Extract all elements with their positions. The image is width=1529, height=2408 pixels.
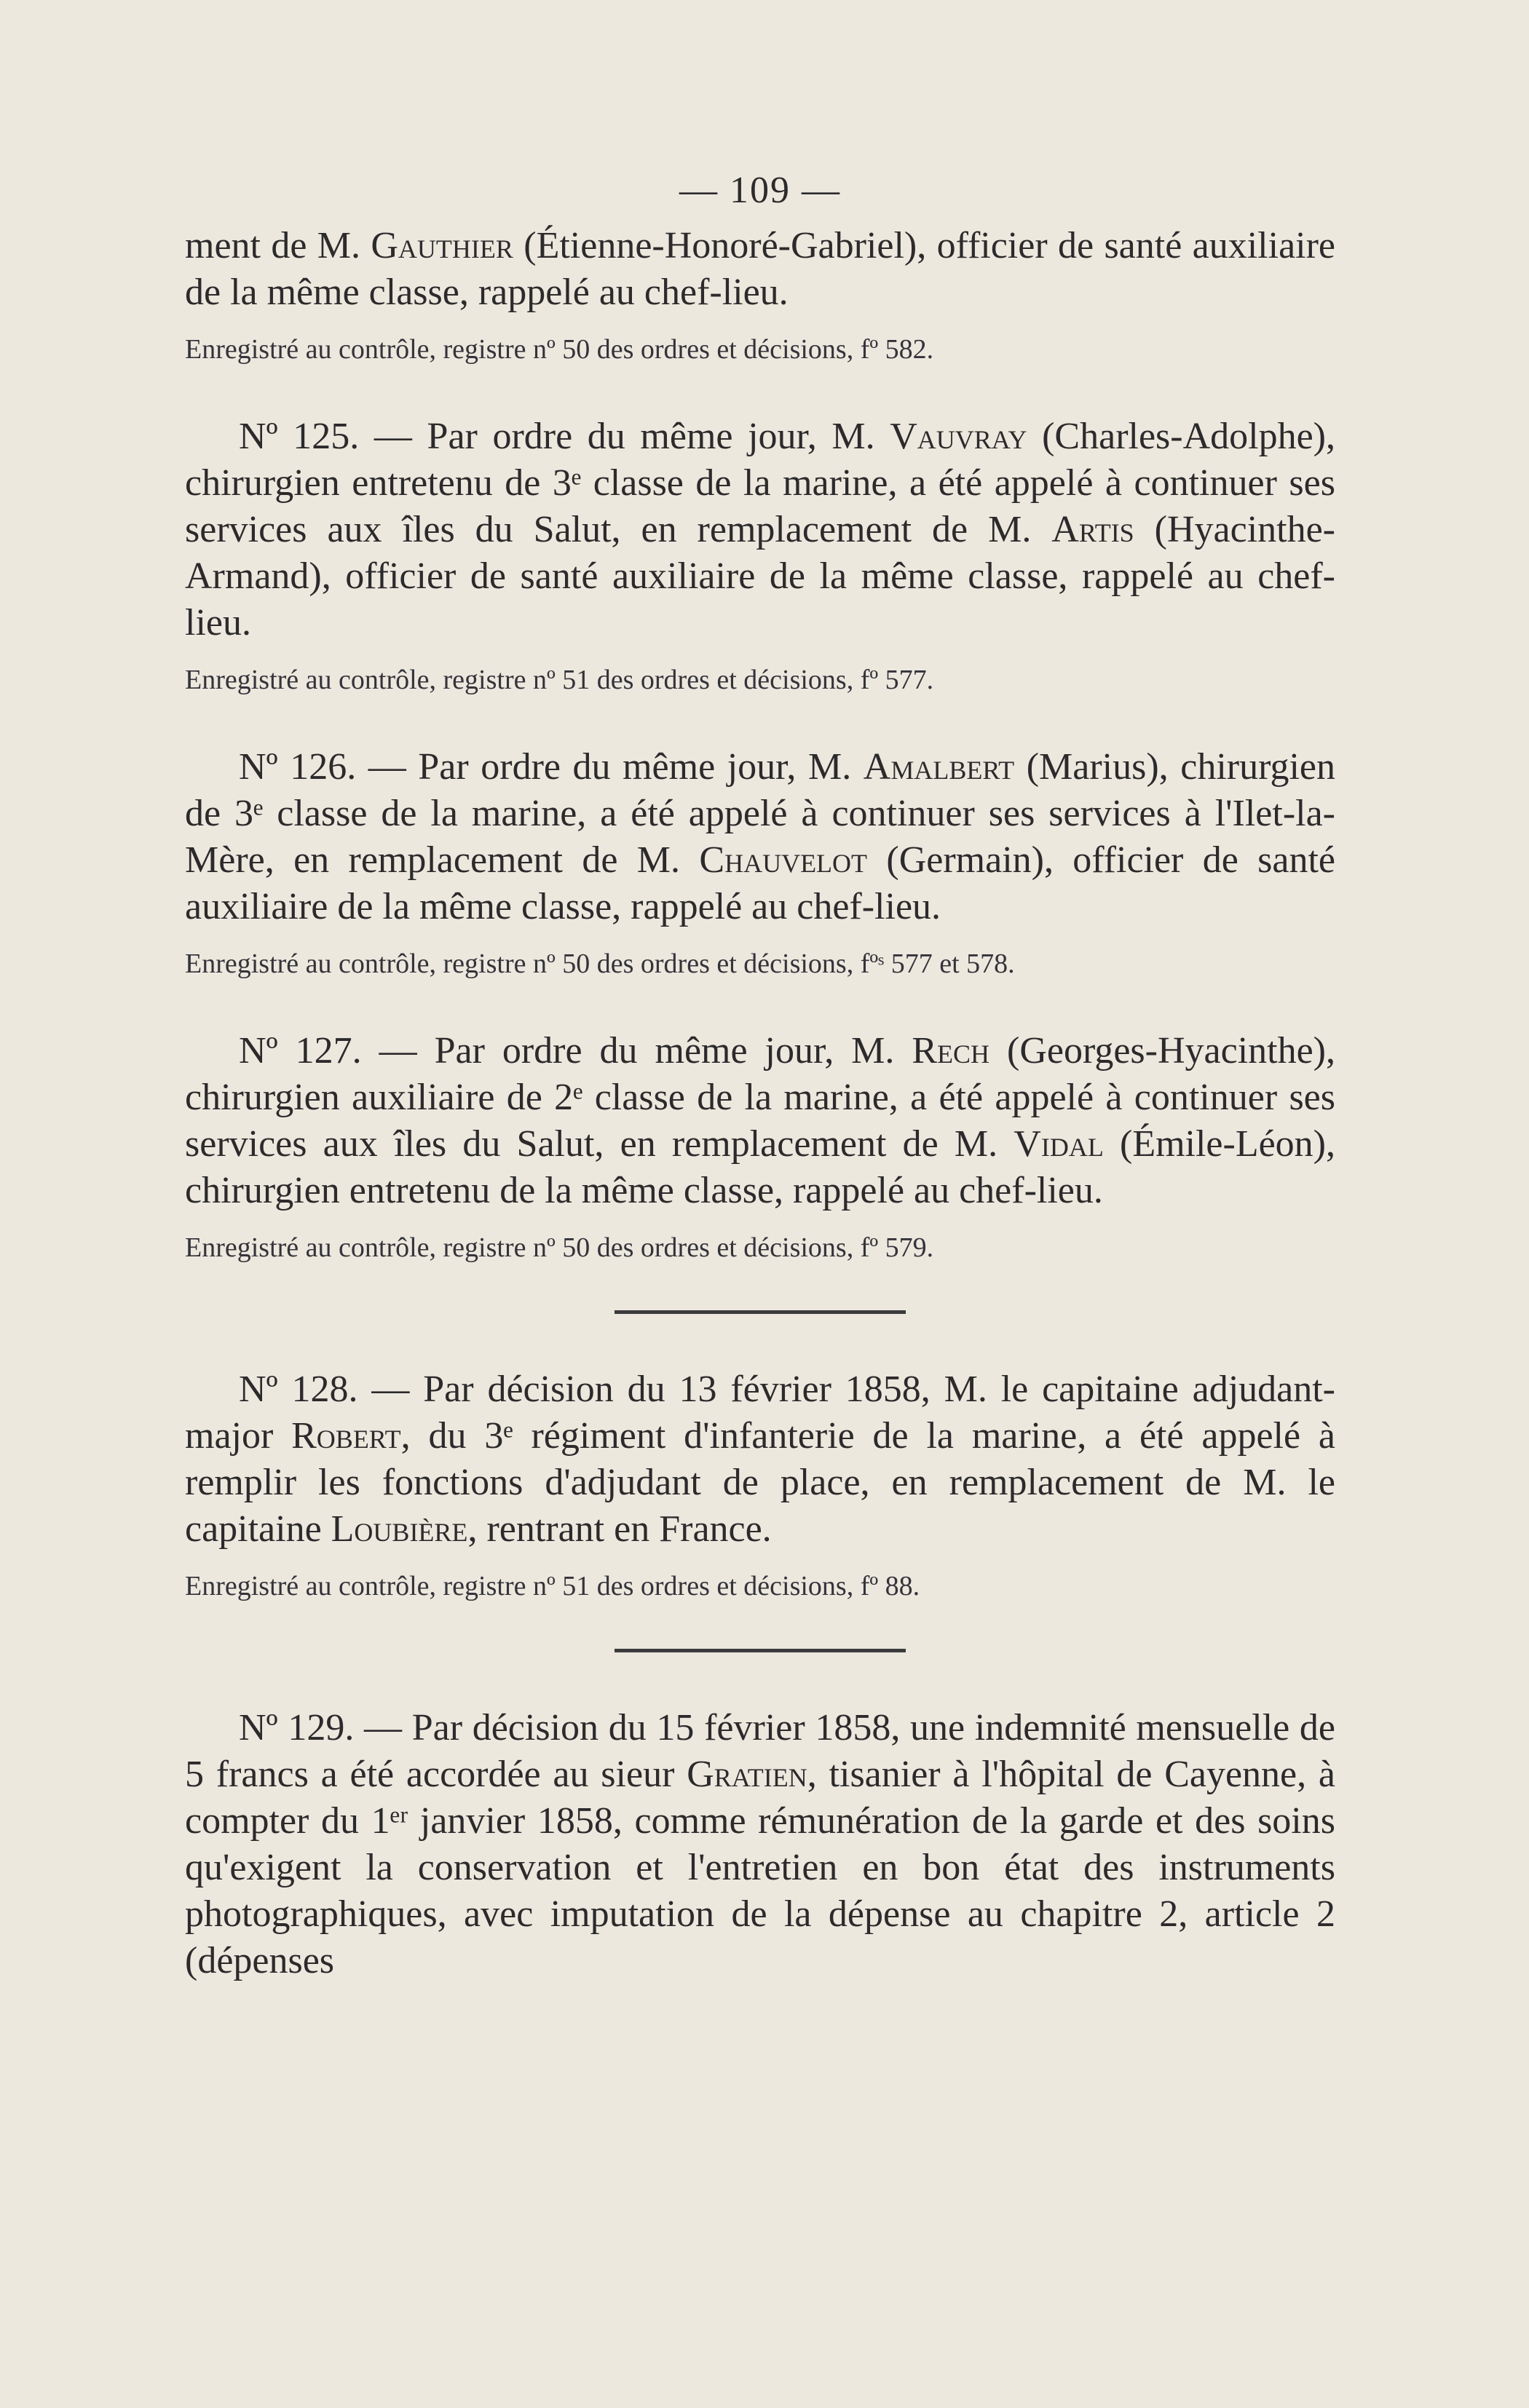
section-divider — [615, 1310, 906, 1314]
person-name: Artis — [1051, 509, 1134, 550]
entry-127 — [185, 1028, 1335, 1265]
page-number: — 109 — — [679, 170, 841, 211]
entry-paragraph: Nº 128. — Par décision du 13 février 1858, M. le capitaine adjudant-major Robert, du 3ᵉ régiment d'infanterie de la marine, a été appelé à remplir les fonctions d'adjudant de place, en remplacement de M. le capitaine Loubière, rentrant en France. — [185, 1369, 1335, 1550]
entry-paragraph: Nº 125. — Par ordre du même jour, M. Vauvray (Charles-Adolphe), chirurgien entretenu de 3ᵉ classe de la marine, a été appelé à continuer ses services aux îles du Salut, en remplacement de M. Artis (Hyacinthe-Armand), officier de santé auxiliaire de la même classe, rappelé au chef-lieu. — [185, 416, 1335, 643]
person-name: Gratien — [687, 1754, 807, 1795]
entry-126 — [185, 744, 1335, 981]
person-name: Chauvelot — [699, 839, 868, 881]
intro-paragraph: ment de M. Gauthier (Étienne-Honoré-Gabriel), officier de santé auxiliaire de la même classe, rappelé au chef-lieu. — [185, 225, 1335, 313]
person-name: Vauvray — [890, 416, 1027, 457]
entry-paragraph: Nº 127. — Par ordre du même jour, M. Rech (Georges-Hyacinthe), chirurgien auxiliaire de 2ᵉ classe de la marine, a été appelé à continuer ses services aux îles du Salut, en remplacement de M. Vidal (Émile-Léon), chirurgien entretenu de la même classe, rappelé au chef-lieu. — [185, 1030, 1335, 1211]
person-name: Vidal — [1014, 1123, 1104, 1165]
person-name: Rech — [912, 1030, 990, 1072]
person-name: Amalbert — [863, 746, 1015, 788]
section-divider — [615, 1649, 906, 1652]
person-name: Robert — [291, 1415, 401, 1457]
registration-note: Enregistré au contrôle, registre nº 51 des ordres et décisions, fº 88. — [185, 1571, 920, 1601]
person-name: Loubière — [331, 1508, 468, 1550]
entry-paragraph: Nº 126. — Par ordre du même jour, M. Amalbert (Marius), chirurgien de 3ᵉ classe de la marine, a été appelé à continuer ses services à l'Ilet-la-Mère, en remplacement de M. Chauvelot (Germain), officier de santé auxiliaire de la même classe, rappelé au chef-lieu. — [185, 746, 1336, 927]
registration-note: Enregistré au contrôle, registre nº 50 des ordres et décisions, fº 582. — [185, 334, 934, 365]
entry-129 — [185, 1705, 1335, 1984]
entry-paragraph: Nº 129. — Par décision du 15 février 1858, une indemnité mensuelle de 5 francs a été accordée au sieur Gratien, tisanier à l'hôpital de Cayenne, à compter du 1ᵉʳ janvier 1858, comme rémunération de la garde et des soins qu'exigent la conservation et l'entretien en bon état des instruments photographiques, avec imputation de la dépense au chapitre 2, article 2 (dépenses — [185, 1707, 1336, 1981]
intro-block — [185, 223, 1335, 367]
entry-128 — [185, 1366, 1335, 1604]
entry-125 — [185, 413, 1335, 697]
person-name: Gauthier — [371, 225, 513, 266]
registration-note: Enregistré au contrôle, registre nº 50 des ordres et décisions, fºˢ 577 et 578. — [185, 948, 1015, 979]
registration-note: Enregistré au contrôle, registre nº 50 des ordres et décisions, fº 579. — [185, 1232, 934, 1263]
document-page — [185, 169, 1335, 1984]
registration-note: Enregistré au contrôle, registre nº 51 des ordres et décisions, fº 577. — [185, 665, 934, 695]
